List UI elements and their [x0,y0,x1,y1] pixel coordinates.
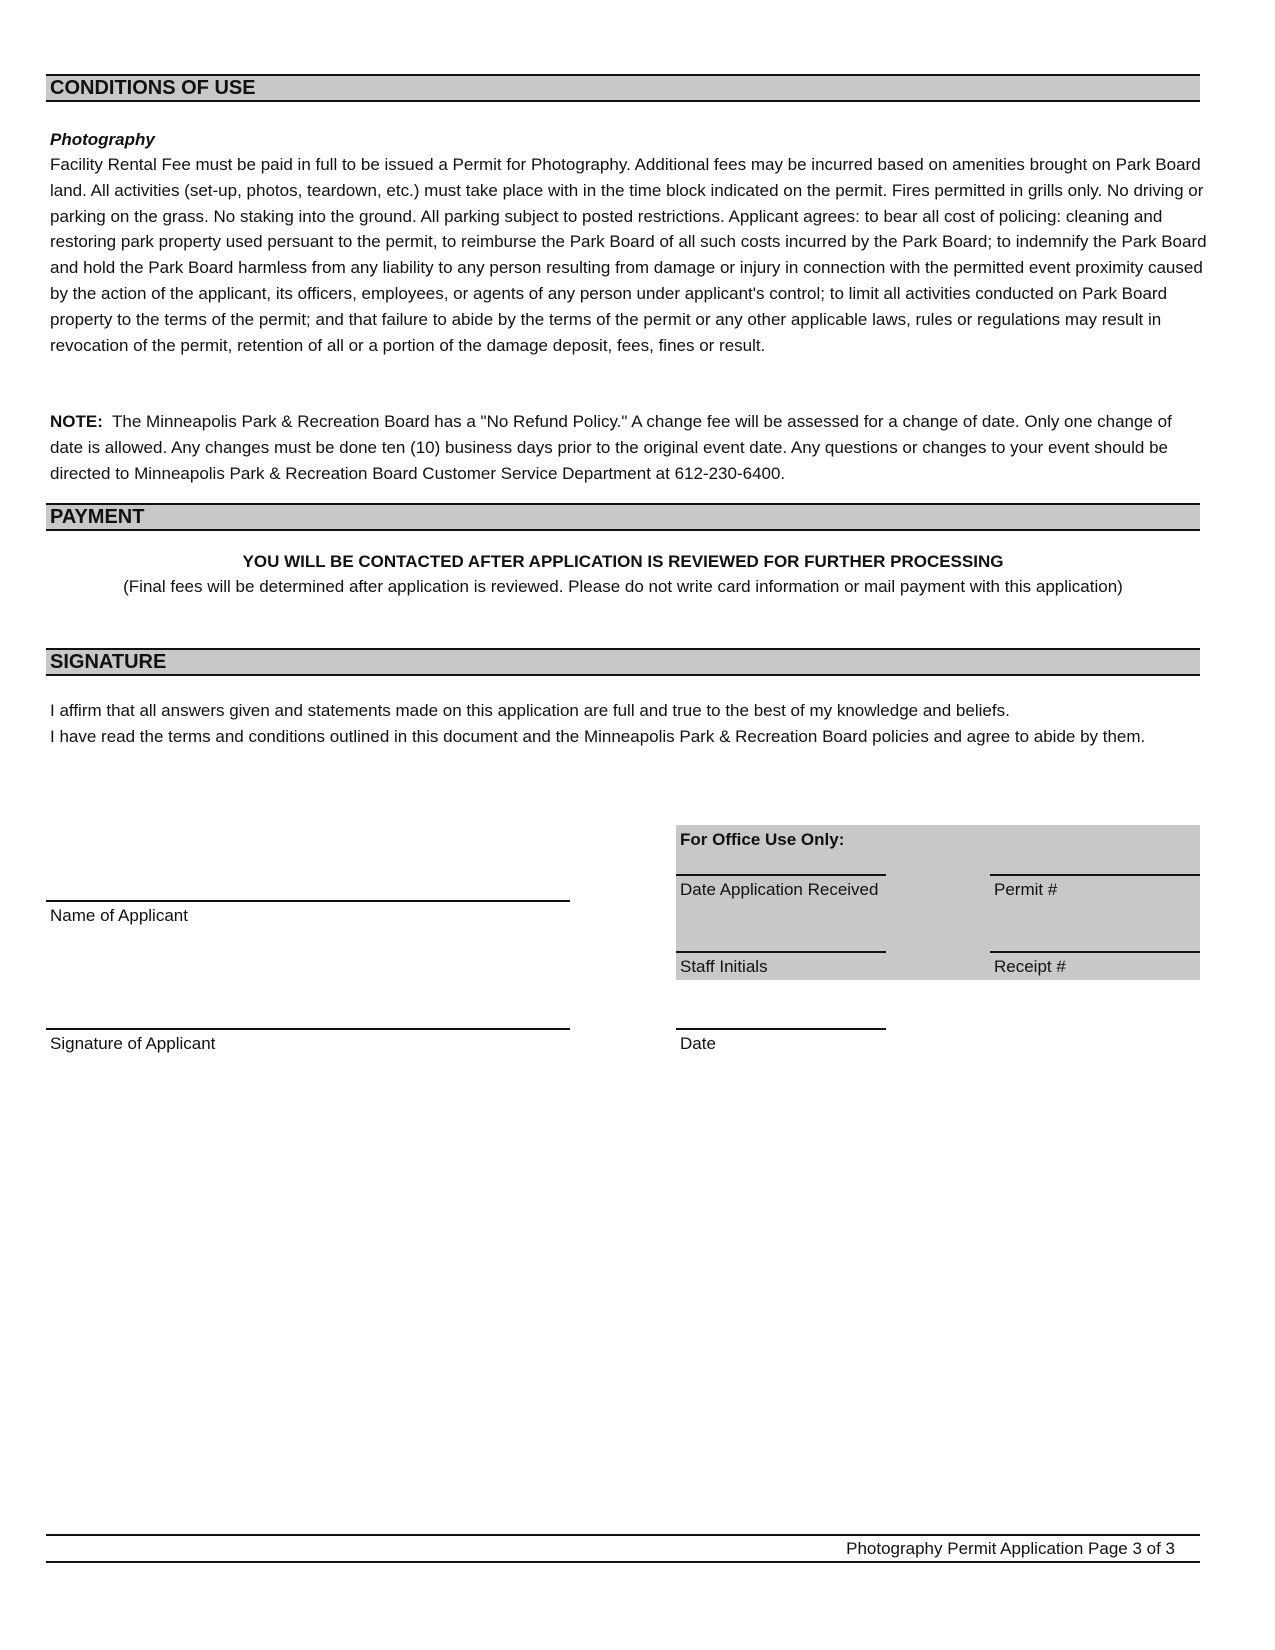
affirm-statement-2: I have read the terms and conditions outlined in this document and the Minneapolis Park & Recreation Board policies and agree to abide by them. [50,727,1146,746]
footer-bottom-rule [46,1561,1200,1563]
footer-page-label: Photography Permit Application Page 3 of 3 [846,1539,1175,1558]
payment-notice: YOU WILL BE CONTACTED AFTER APPLICATION IS REVIEWED FOR FURTHER PROCESSING [242,552,1004,571]
office-use-box [676,825,1200,980]
payment-header-title: PAYMENT [50,506,145,528]
name-of-applicant-field[interactable] [46,900,570,902]
note-paragraph [50,409,1180,486]
date-label: Date [680,1034,716,1053]
payment-section-header [46,503,1200,531]
date-received-label: Date Application Received [680,880,879,899]
permit-number-field[interactable] [990,874,1200,876]
office-use-title: For Office Use Only: [680,830,845,849]
footer-top-rule [46,1534,1200,1536]
date-field[interactable] [676,1028,886,1030]
receipt-number-label: Receipt # [994,957,1066,976]
note-label: NOTE: [50,412,103,431]
staff-initials-label: Staff Initials [680,957,768,976]
receipt-number-field[interactable] [990,951,1200,953]
photography-subhead: Photography [50,130,155,149]
payment-subnotice: (Final fees will be determined after application is reviewed. Please do not write card information or mail payment with this application) [123,577,1123,596]
signature-header-title: SIGNATURE [50,651,167,673]
signature-of-applicant-label: Signature of Applicant [50,1034,216,1053]
signature-section-header [46,648,1200,676]
signature-of-applicant-field[interactable] [46,1028,570,1030]
conditions-section-header [46,74,1200,102]
conditions-paragraph: Facility Rental Fee must be paid in full to be issued a Permit for Photography. Additional fees may be incurred based on amenities brought on Park Board land. All activities (set-up, photos, teardown, etc.) must take place with in the time block indicated on the permit. Fires permitted in grills only. No driving or parking on the grass. No staking into the ground. All parking subject to posted restrictions. Applicant agrees: to bear all cost of policing: cleaning and restoring park property used persuant to the permit, to reimburse the Park Board of all such costs incurred by the Park Board; to indemnify the Park Board and hold the Park Board harmless from any liability to any person resulting from damage or injury in connection with the permitted event proximity caused by the action of the applicant, its officers, employees, or agents of any person under applicant's control; to limit all activities conducted on Park Board property to the terms of the permit; and that failure to abide by the terms of the permit or any other applicable laws, rules or regulations may result in revocation of the permit, retention of all or a portion of the damage deposit, fees, fines or result. [50,155,1207,355]
staff-initials-field[interactable] [676,951,886,953]
name-of-applicant-label: Name of Applicant [50,906,188,925]
permit-number-label: Permit # [994,880,1058,899]
note-text: The Minneapolis Park & Recreation Board has a "No Refund Policy." A change fee will be assessed for a change of date. Only one change of date is allowed. Any changes must be done ten (10) business days prior to the original event date. Any questions or changes to your event should be directed to Minneapolis Park & Recreation Board Customer Service Department at 612-230-6400. [50,412,1172,483]
date-received-field[interactable] [676,874,886,876]
conditions-header-title: CONDITIONS OF USE [50,77,256,99]
affirm-statement-1: I affirm that all answers given and statements made on this application are full and true to the best of my knowledge and beliefs. [50,701,1010,720]
